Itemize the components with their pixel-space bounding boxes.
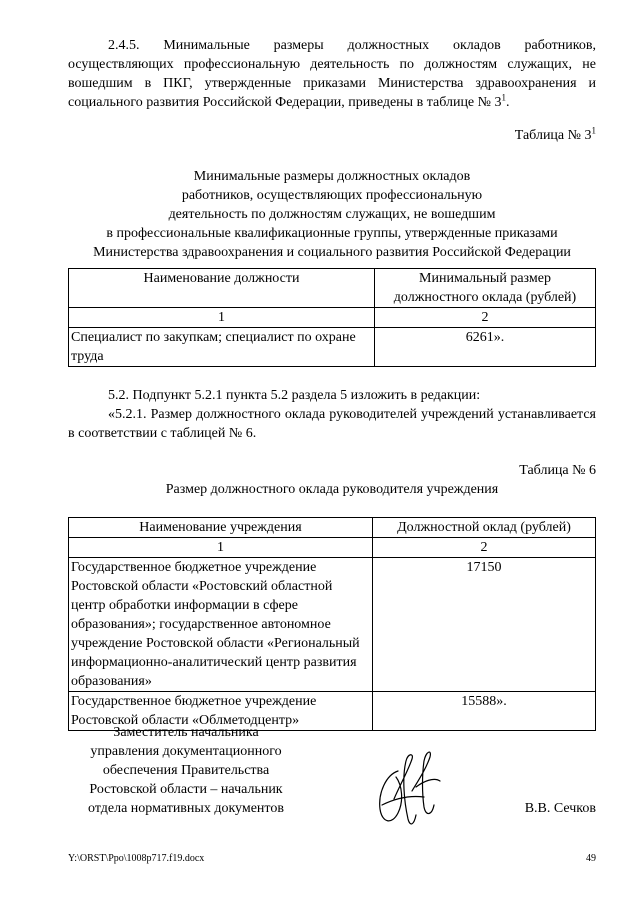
table3-header-cell: Наименование должности bbox=[69, 269, 375, 308]
table6-name-cell: Государственное бюджетное учреждение Ростовской области «Ростовский областной центр обработки информации в сфере образования»; государственное автономное учреждение Ростовской области «Региональный информационно-аналитический центр развития образования» bbox=[69, 558, 373, 692]
page-number: 49 bbox=[586, 853, 596, 864]
table6-value-cell: 15588». bbox=[373, 692, 596, 731]
table6-header-cell: Наименование учреждения bbox=[69, 518, 373, 538]
table6-heading: Размер должностного оклада руководителя учреждения bbox=[165, 482, 499, 497]
section-5-2-1-paragraph: «5.2.1. Размер должностного оклада руководителей учреждений устанавливается в соответствии с таблицей № 6. bbox=[68, 407, 596, 441]
table-row bbox=[69, 558, 596, 692]
document-page bbox=[68, 36, 596, 731]
table6-header-cell: Должностной оклад (рублей) bbox=[373, 518, 596, 538]
table3-heading bbox=[68, 167, 596, 262]
signatory-name: В.В. Сечков bbox=[524, 801, 596, 816]
table-row bbox=[69, 328, 596, 367]
table6-number-cell: 1 bbox=[69, 538, 373, 558]
table3-value-cell: 6261». bbox=[375, 328, 596, 367]
table3-number-cell: 2 bbox=[375, 308, 596, 328]
table3-name-cell: Специалист по закупкам; специалист по охране труда bbox=[69, 328, 375, 367]
table6-number-cell: 2 bbox=[373, 538, 596, 558]
table6-caption: Таблица № 6 bbox=[519, 463, 596, 478]
table3-number-cell: 1 bbox=[69, 308, 375, 328]
table3-caption-sup: 1 bbox=[591, 125, 596, 136]
signatory-position-line: отдела нормативных документов bbox=[88, 801, 284, 816]
table6 bbox=[68, 517, 596, 731]
table6-number-row bbox=[69, 538, 596, 558]
table3-heading-line: Минимальные размеры должностных окладов bbox=[193, 169, 471, 184]
table3-number-row bbox=[69, 308, 596, 328]
file-path: Y:\ORST\Ppo\1008p717.f19.docx bbox=[68, 853, 205, 864]
signature-block bbox=[68, 723, 596, 833]
signatory-position-line: обеспечения Правительства bbox=[102, 763, 270, 778]
table6-name-cell: Государственное бюджетное учреждение Ростовской области «Облметодцентр» bbox=[69, 692, 373, 731]
signatory-position-line: Заместитель начальника bbox=[113, 725, 259, 740]
table3-heading-line: Министерства здравоохранения и социального развития Российской Федерации bbox=[93, 245, 571, 260]
table6-header-row bbox=[69, 518, 596, 538]
table3-caption bbox=[68, 126, 596, 145]
table6-value-cell: 17150 bbox=[373, 558, 596, 692]
intro-text: 2.4.5. Минимальные размеры должностных окладов работников, осуществляющих профессиональную деятельность по должностям служащих, не вошедшим в ПКГ, утвержденные приказами Министерства здравоохранения и социального развития Российской Федерации, приведены в таблице № 3 bbox=[68, 38, 596, 110]
intro-footnote-mark: 1 bbox=[501, 92, 507, 103]
signatory-position bbox=[68, 723, 304, 818]
signatory-position-line: Ростовской области – начальник bbox=[89, 782, 283, 797]
table3-caption-text: Таблица № 3 bbox=[514, 128, 592, 143]
table3-heading-line: в профессиональные квалификационные группы, утвержденные приказами bbox=[106, 226, 558, 241]
section-5-2-line: 5.2. Подпункт 5.2.1 пункта 5.2 раздела 5 изложить в редакции: bbox=[108, 388, 481, 403]
table3-heading-line: деятельность по должностям служащих, не вошедшим bbox=[168, 207, 496, 222]
intro-end: . bbox=[506, 95, 510, 110]
signatory-position-line: управления документационного bbox=[90, 744, 282, 759]
intro-paragraph bbox=[68, 36, 596, 112]
table3-heading-line: работников, осуществляющих профессиональную bbox=[181, 188, 483, 203]
table3-header-row bbox=[69, 269, 596, 308]
table3 bbox=[68, 268, 596, 367]
table3-header-cell: Минимальный размер должностного оклада (рублей) bbox=[375, 269, 596, 308]
handwritten-signature bbox=[368, 741, 448, 831]
